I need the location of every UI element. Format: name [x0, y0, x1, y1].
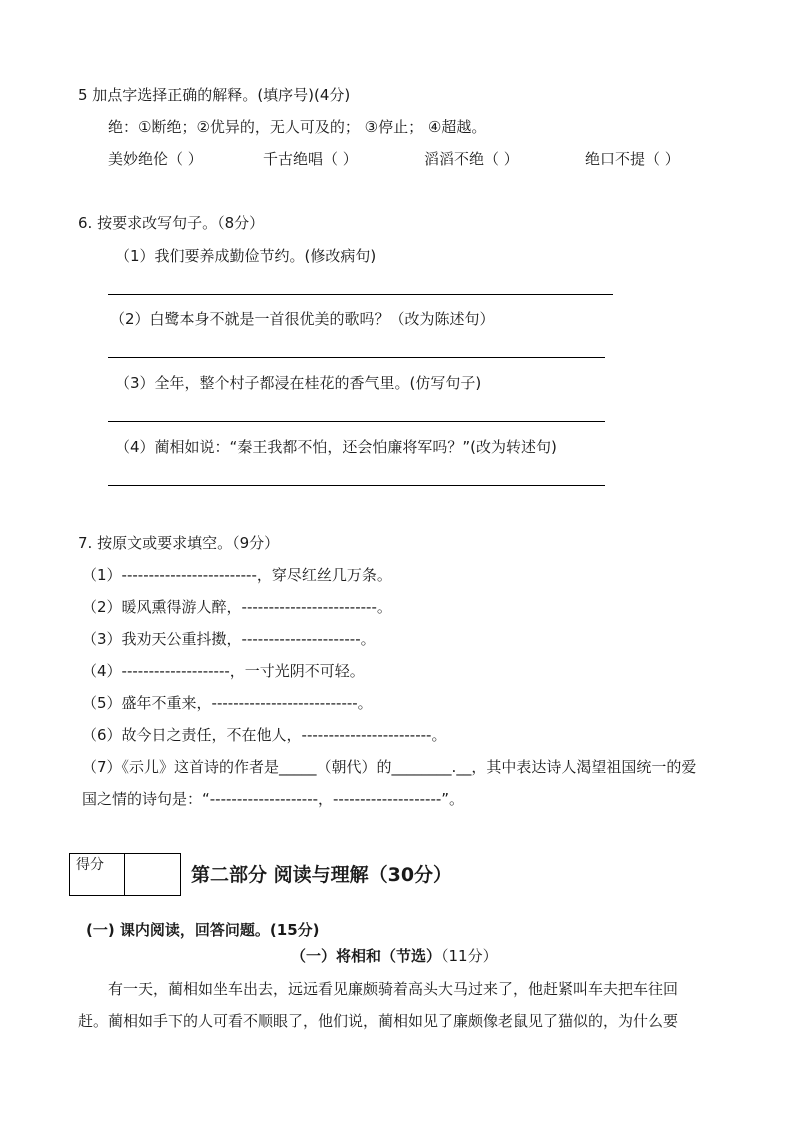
passage-title-score: （11分） [441, 947, 498, 965]
score-box-divider [124, 853, 125, 895]
q5-item-4: 绝口不提（ ） [585, 150, 680, 168]
passage-line-2: 赶。蔺相如手下的人可看不顺眼了，他们说，蔺相如见了廉颇像老鼠见了猫似的，为什么要 [78, 1012, 679, 1030]
q7-item-3: （3）我劝天公重抖擞，----------------------。 [82, 630, 376, 648]
q6-answer-line-2[interactable] [108, 357, 605, 358]
q7-item-7-line-1: （7）《示儿》这首诗的作者是_____（朝代）的________.__，其中表达诗人渴望祖国统一的爱 [82, 758, 697, 776]
q5-item-2: 千古绝唱（ ） [263, 150, 358, 168]
q5-item-1: 美妙绝伦（ ） [108, 150, 203, 168]
q6-item-4: （4）蔺相如说：“秦王我都不怕，还会怕廉将军吗？”(改为转述句) [115, 438, 557, 456]
q6-item-3: （3）全年，整个村子都浸在桂花的香气里。(仿写句子) [115, 374, 482, 392]
part-two-title: 第二部分 阅读与理解（30分） [191, 864, 453, 886]
q7-item-1: （1）-------------------------，穿尽红丝几万条。 [82, 566, 392, 584]
q7-item-5: （5）盛年不重来，---------------------------。 [82, 694, 373, 712]
score-label: 得分 [76, 857, 104, 873]
passage-line-1: 有一天，蔺相如坐车出去，远远看见廉颇骑着高头大马过来了，他赶紧叫车夫把车往回 [108, 980, 679, 998]
q7-title: 7. 按原文或要求填空。（9分） [78, 534, 280, 552]
q7-item-6: （6）故今日之责任，不在他人，------------------------。 [82, 726, 447, 744]
reading-section-title: (一) 课内阅读，回答问题。(15分) [86, 921, 320, 939]
q5-title: 5 加点字选择正确的解释。(填序号)(4分) [78, 86, 351, 104]
q5-item-3: 滔滔不绝（ ） [424, 150, 519, 168]
q6-item-1: （1）我们要养成勤俭节约。(修改病句) [115, 247, 377, 265]
q7-item-4: （4）--------------------，一寸光阴不可轻。 [82, 662, 365, 680]
q6-title: 6. 按要求改写句子。（8分） [78, 214, 265, 232]
passage-title [291, 946, 498, 966]
q5-meanings: 绝：①断绝；②优异的，无人可及的； ③停止； ④超越。 [108, 118, 487, 136]
q6-answer-line-1[interactable] [108, 294, 613, 295]
q7-item-2: （2）暖风熏得游人醉，-------------------------。 [82, 598, 392, 616]
q6-item-2: （2）白鹭本身不就是一首很优美的歌吗？（改为陈述句） [110, 310, 495, 328]
q7-item-7-line-2: 国之情的诗句是：“--------------------，--------------------”。 [82, 790, 465, 808]
passage-title-text: （一）将相和（节选） [291, 947, 442, 965]
q6-answer-line-4[interactable] [108, 485, 605, 486]
q6-answer-line-3[interactable] [108, 421, 605, 422]
